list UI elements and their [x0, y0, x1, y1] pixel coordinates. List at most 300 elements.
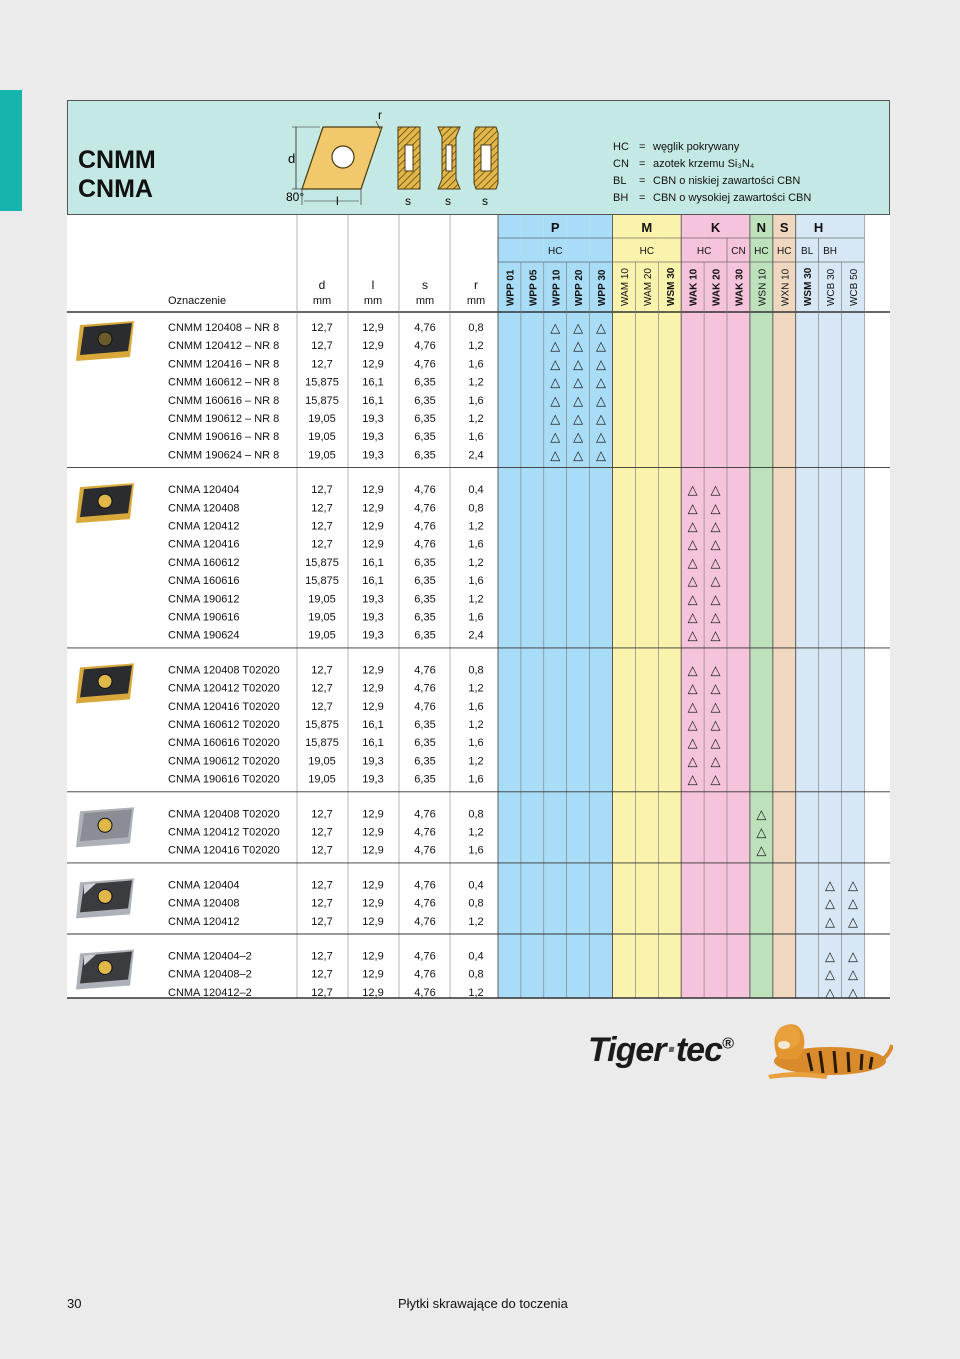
row-designation: CNMA 190616 T02020 — [168, 773, 280, 786]
row-value-r: 1,6 — [468, 737, 484, 750]
grade-column-band — [773, 215, 796, 998]
recommendation-mark: △ — [687, 554, 698, 570]
legend-key: BH — [613, 192, 629, 204]
recommendation-mark: △ — [847, 948, 858, 964]
recommendation-mark: △ — [573, 429, 584, 445]
recommendation-mark: △ — [710, 717, 721, 732]
insert-photo-cnma-black-gold — [76, 483, 134, 523]
row-value-d: 19,05 — [308, 755, 336, 768]
grade-label: WPP 10 — [551, 269, 563, 306]
row-designation: CNMM 120416 – NR 8 — [168, 358, 280, 371]
row-value-s: 6,35 — [414, 629, 436, 642]
recommendation-mark: △ — [687, 662, 698, 678]
row-value-r: 0,4 — [468, 950, 484, 963]
row-value-l: 16,1 — [362, 737, 384, 750]
recommendation-mark: △ — [710, 627, 721, 643]
row-value-d: 19,05 — [308, 773, 336, 786]
material-group-label: BH — [823, 246, 838, 257]
row-value-l: 12,9 — [362, 879, 384, 892]
recommendation-mark: △ — [550, 411, 561, 426]
row-value-d: 19,05 — [308, 611, 336, 624]
iso-group-label: S — [779, 220, 789, 235]
row-designation: CNMA 160616 T02020 — [168, 737, 280, 750]
row-designation: CNMM 190612 – NR 8 — [168, 413, 280, 425]
recommendation-mark: △ — [825, 984, 836, 1000]
diagram-label-d: d — [288, 151, 296, 166]
grade-label: WAK 30 — [734, 268, 746, 306]
row-value-r: 0,8 — [468, 897, 484, 910]
row-value-s: 4,76 — [414, 664, 436, 677]
legend-key: BL — [613, 175, 627, 187]
recommendation-mark: △ — [825, 966, 836, 982]
title-cnma: CNMA — [78, 175, 153, 203]
row-designation: CNMM 190616 – NR 8 — [168, 431, 280, 444]
recommendation-mark: △ — [573, 447, 584, 463]
row-value-l: 12,9 — [362, 502, 384, 515]
row-designation: CNMA 120412 T02020 — [168, 826, 280, 839]
recommendation-mark: △ — [596, 447, 607, 463]
recommendation-mark: △ — [687, 717, 698, 732]
grade-label: WPP 01 — [505, 269, 517, 306]
row-value-r: 1,6 — [468, 394, 484, 407]
grade-label: WAM 20 — [642, 268, 654, 306]
recommendation-mark: △ — [573, 411, 584, 426]
row-value-s: 4,76 — [414, 502, 436, 515]
row-value-r: 1,2 — [468, 556, 484, 569]
row-value-l: 12,9 — [362, 844, 384, 857]
row-value-s: 6,35 — [414, 556, 436, 569]
row-value-d: 19,05 — [308, 629, 336, 642]
row-value-d: 19,05 — [308, 431, 336, 444]
row-value-r: 0,8 — [468, 502, 484, 515]
row-value-s: 6,35 — [414, 755, 436, 768]
grade-label: WAK 10 — [688, 268, 700, 306]
row-value-l: 12,9 — [362, 808, 384, 821]
grade-column-band — [658, 215, 681, 998]
row-value-l: 12,9 — [362, 484, 384, 497]
recommendation-mark: △ — [687, 573, 698, 589]
row-value-r: 1,2 — [468, 593, 484, 606]
row-value-r: 0,8 — [468, 664, 484, 677]
row-value-d: 12,7 — [311, 322, 333, 334]
row-value-r: 1,2 — [468, 520, 484, 533]
row-value-l: 12,9 — [362, 950, 384, 963]
diagram-label-s1: s — [405, 194, 411, 208]
iso-group-label: H — [813, 220, 824, 235]
recommendation-mark: △ — [825, 913, 836, 929]
grade-column-band — [750, 215, 773, 998]
row-value-l: 16,1 — [362, 575, 384, 588]
row-value-s: 6,35 — [414, 773, 436, 786]
recommendation-mark: △ — [687, 591, 698, 607]
row-value-d: 12,7 — [311, 700, 333, 713]
row-value-s: 4,76 — [414, 358, 436, 371]
row-value-l: 12,9 — [362, 826, 384, 839]
legend-key: CN — [613, 158, 629, 170]
recommendation-mark: △ — [596, 338, 607, 354]
iso-group-label: K — [710, 220, 721, 235]
row-value-s: 4,76 — [414, 879, 436, 892]
dimension-unit: mm — [466, 295, 486, 307]
dimension-unit: mm — [415, 295, 435, 307]
row-value-l: 12,9 — [362, 915, 384, 928]
grade-column-band — [681, 215, 704, 998]
insert-photo-cnma-black-gold-chamfer — [76, 663, 134, 703]
row-value-s: 4,76 — [414, 484, 436, 497]
iso-group-label: N — [756, 220, 767, 235]
row-value-r: 1,2 — [468, 340, 484, 353]
grade-label: WPP 05 — [528, 269, 540, 306]
row-value-d: 12,7 — [311, 950, 333, 963]
recommendation-mark: △ — [710, 735, 721, 751]
recommendation-mark: △ — [550, 320, 561, 335]
row-value-d: 12,7 — [311, 808, 333, 821]
recommendation-mark: △ — [687, 627, 698, 643]
row-value-s: 6,35 — [414, 737, 436, 750]
recommendation-mark: △ — [596, 429, 607, 445]
row-value-d: 12,7 — [311, 340, 333, 353]
row-value-r: 1,2 — [468, 915, 484, 928]
row-value-d: 19,05 — [308, 593, 336, 606]
recommendation-mark: △ — [710, 500, 721, 516]
row-designation: CNMM 120408 – NR 8 — [168, 322, 280, 334]
recommendation-mark: △ — [756, 806, 767, 822]
footer-caption: Płytki skrawające do toczenia — [398, 1296, 568, 1311]
row-designation: CNMA 160612 T02020 — [168, 719, 280, 731]
tiger-illustration — [748, 1015, 893, 1083]
recommendation-mark: △ — [550, 338, 561, 354]
grade-column-band — [613, 215, 636, 998]
row-value-l: 12,9 — [362, 664, 384, 677]
row-value-l: 19,3 — [362, 611, 384, 624]
row-value-d: 19,05 — [308, 449, 336, 462]
title-cnmm: CNMM — [78, 146, 156, 174]
row-designation: CNMA 160616 — [168, 575, 240, 588]
recommendation-mark: △ — [596, 356, 607, 372]
row-value-s: 6,35 — [414, 394, 436, 407]
row-value-s: 4,76 — [414, 700, 436, 713]
row-value-d: 12,7 — [311, 986, 333, 999]
row-value-l: 12,9 — [362, 520, 384, 533]
recommendation-mark: △ — [687, 698, 698, 714]
recommendation-mark: △ — [825, 948, 836, 964]
dimension-unit: mm — [312, 295, 332, 307]
row-value-r: 1,6 — [468, 844, 484, 857]
row-value-d: 12,7 — [311, 879, 333, 892]
row-designation: CNMA 120412 — [168, 915, 240, 928]
grade-label: WPP 20 — [574, 269, 586, 306]
recommendation-mark: △ — [573, 374, 584, 390]
row-value-d: 15,875 — [305, 556, 339, 569]
grade-label: WAM 10 — [619, 268, 631, 306]
grade-label: WCB 50 — [848, 268, 860, 306]
grade-label: WSN 10 — [757, 268, 769, 306]
row-designation: CNMA 120408 — [168, 502, 240, 515]
dimension-symbol: d — [318, 278, 326, 292]
row-designation: CNMA 120408 — [168, 897, 240, 910]
recommendation-mark: △ — [710, 482, 721, 498]
grade-label: WSM 30 — [803, 267, 815, 306]
row-value-s: 6,35 — [414, 719, 436, 731]
row-value-d: 15,875 — [305, 719, 339, 731]
logo-dot: · — [665, 1031, 676, 1069]
row-value-d: 12,7 — [311, 968, 333, 981]
grade-column-band — [521, 215, 544, 998]
insert-photo-cnma-cbn-dark — [76, 950, 134, 990]
recommendation-mark: △ — [710, 554, 721, 570]
recommendation-mark: △ — [847, 966, 858, 982]
legend-desc: CBN o wysokiej zawartości CBN — [653, 192, 812, 204]
row-designation: CNMA 190612 — [168, 593, 240, 606]
recommendation-mark: △ — [710, 753, 721, 769]
row-value-s: 6,35 — [414, 593, 436, 606]
grade-column-band — [796, 215, 819, 998]
recommendation-mark: △ — [550, 374, 561, 390]
logo-text-tiger: Tiger — [588, 1031, 666, 1069]
legend-key: HC — [613, 141, 629, 153]
material-group-label: CN — [731, 246, 746, 257]
row-designation: CNMA 190624 — [168, 629, 240, 642]
designation-header: Oznaczenie — [168, 295, 227, 307]
row-designation: CNMM 160616 – NR 8 — [168, 394, 280, 407]
row-value-s: 6,35 — [414, 376, 436, 389]
row-value-d: 15,875 — [305, 394, 339, 407]
row-value-l: 12,9 — [362, 968, 384, 981]
row-value-d: 12,7 — [311, 520, 333, 533]
row-value-d: 12,7 — [311, 897, 333, 910]
legend-desc: węglik pokrywany — [653, 141, 740, 153]
recommendation-mark: △ — [710, 680, 721, 696]
row-value-s: 6,35 — [414, 449, 436, 462]
row-value-l: 12,9 — [362, 682, 384, 695]
row-value-r: 1,6 — [468, 431, 484, 444]
recommendation-mark: △ — [550, 429, 561, 445]
recommendation-mark: △ — [847, 895, 858, 911]
row-value-r: 0,4 — [468, 484, 484, 497]
row-value-s: 4,76 — [414, 986, 436, 999]
grade-column-band — [498, 215, 521, 998]
row-value-s: 4,76 — [414, 322, 436, 334]
row-value-d: 12,7 — [311, 664, 333, 677]
row-designation: CNMA 120404 — [168, 484, 240, 497]
row-designation: CNMM 160612 – NR 8 — [168, 376, 280, 389]
recommendation-mark: △ — [847, 984, 858, 1000]
row-designation: CNMA 120408 T02020 — [168, 808, 280, 821]
diagram-label-r: r — [378, 108, 382, 122]
grade-column-band — [635, 215, 658, 998]
row-value-d: 15,875 — [305, 376, 339, 389]
legend-eq: = — [639, 175, 646, 187]
row-designation: CNMA 190612 T02020 — [168, 755, 280, 768]
recommendation-mark: △ — [573, 338, 584, 354]
row-designation: CNMA 120412–2 — [168, 986, 252, 999]
row-designation: CNMA 120412 T02020 — [168, 682, 280, 695]
row-value-r: 1,2 — [468, 682, 484, 695]
row-designation: CNMA 120404 — [168, 879, 240, 892]
row-value-s: 4,76 — [414, 538, 436, 551]
diagram-label-s2: s — [445, 194, 451, 208]
recommendation-mark: △ — [596, 411, 607, 426]
iso-group-label: P — [550, 220, 560, 235]
row-value-r: 1,6 — [468, 611, 484, 624]
row-value-d: 12,7 — [311, 915, 333, 928]
dimension-unit: mm — [363, 295, 383, 307]
row-value-s: 4,76 — [414, 950, 436, 963]
recommendation-mark: △ — [825, 895, 836, 911]
legend-desc: azotek krzemu Si₃N₄ — [653, 158, 755, 170]
recommendation-mark: △ — [573, 356, 584, 372]
recommendation-mark: △ — [847, 913, 858, 929]
legend-eq: = — [639, 192, 646, 204]
row-value-d: 12,7 — [311, 844, 333, 857]
row-designation: CNMA 120404–2 — [168, 950, 252, 963]
material-group-label: HC — [696, 246, 712, 257]
row-value-s: 4,76 — [414, 826, 436, 839]
row-value-r: 1,2 — [468, 719, 484, 731]
row-value-l: 12,9 — [362, 358, 384, 371]
row-value-s: 4,76 — [414, 968, 436, 981]
row-value-r: 1,2 — [468, 826, 484, 839]
grade-label: WCB 30 — [826, 268, 838, 306]
grade-label: WAK 20 — [711, 268, 723, 306]
recommendation-mark: △ — [756, 842, 767, 858]
recommendation-mark: △ — [687, 680, 698, 696]
row-value-l: 12,9 — [362, 986, 384, 999]
recommendation-mark: △ — [687, 518, 698, 534]
row-designation: CNMA 120408 T02020 — [168, 664, 280, 677]
recommendation-mark: △ — [687, 753, 698, 769]
diagram-label-s3: s — [482, 194, 488, 208]
legend-desc: CBN o niskiej zawartości CBN — [653, 175, 801, 187]
grade-column-band — [704, 215, 727, 998]
row-value-s: 6,35 — [414, 611, 436, 624]
row-value-r: 1,2 — [468, 413, 484, 425]
row-value-l: 19,3 — [362, 773, 384, 786]
row-value-s: 4,76 — [414, 808, 436, 821]
row-value-r: 1,6 — [468, 773, 484, 786]
row-value-l: 16,1 — [362, 394, 384, 407]
row-value-s: 6,35 — [414, 431, 436, 444]
row-value-r: 1,2 — [468, 376, 484, 389]
recommendation-mark: △ — [756, 824, 767, 840]
row-value-l: 19,3 — [362, 629, 384, 642]
material-group-label: HC — [639, 246, 655, 257]
row-value-r: 2,4 — [468, 449, 484, 462]
recommendation-mark: △ — [596, 392, 607, 408]
row-value-l: 12,9 — [362, 538, 384, 551]
material-group-label: HC — [548, 246, 563, 257]
iso-group-label: M — [641, 220, 653, 235]
row-value-s: 4,76 — [414, 682, 436, 695]
row-value-l: 12,9 — [362, 897, 384, 910]
grade-label: WXN 10 — [780, 268, 792, 306]
recommendation-mark: △ — [550, 392, 561, 408]
recommendation-mark: △ — [596, 374, 607, 390]
diagram-label-angle: 80° — [286, 190, 305, 204]
grade-label: WPP 30 — [597, 269, 609, 306]
row-value-s: 4,76 — [414, 520, 436, 533]
recommendation-mark: △ — [550, 356, 561, 372]
row-designation: CNMA 120416 — [168, 538, 240, 551]
recommendation-mark: △ — [550, 447, 561, 463]
row-value-r: 0,4 — [468, 879, 484, 892]
row-value-l: 12,9 — [362, 322, 384, 334]
insert-photo-cnma-cbn-light — [76, 878, 134, 918]
row-value-r: 1,6 — [468, 538, 484, 551]
recommendation-mark: △ — [596, 320, 607, 335]
insert-photo-cnma-grey-ceramic — [76, 807, 134, 847]
recommendation-mark: △ — [573, 320, 584, 335]
row-designation: CNMA 120416 T02020 — [168, 700, 280, 713]
row-value-l: 12,9 — [362, 340, 384, 353]
row-value-r: 1,2 — [468, 755, 484, 768]
row-value-r: 0,8 — [468, 968, 484, 981]
recommendation-mark: △ — [710, 591, 721, 607]
row-value-l: 16,1 — [362, 556, 384, 569]
logo-text-tec: tec — [675, 1031, 722, 1069]
row-value-s: 4,76 — [414, 897, 436, 910]
row-designation: CNMM 190624 – NR 8 — [168, 449, 280, 462]
row-value-l: 19,3 — [362, 593, 384, 606]
legend-eq: = — [639, 141, 646, 153]
recommendation-mark: △ — [710, 771, 721, 787]
page-number: 30 — [67, 1296, 82, 1311]
recommendation-mark: △ — [687, 735, 698, 751]
recommendation-mark: △ — [687, 482, 698, 498]
row-value-d: 12,7 — [311, 502, 333, 515]
row-value-d: 12,7 — [311, 538, 333, 551]
material-group-label: HC — [754, 246, 769, 257]
row-designation: CNMM 120412 – NR 8 — [168, 340, 280, 353]
row-designation: CNMA 120416 T02020 — [168, 844, 280, 857]
row-value-r: 1,6 — [468, 358, 484, 371]
row-value-s: 4,76 — [414, 844, 436, 857]
row-value-l: 19,3 — [362, 431, 384, 444]
row-value-d: 12,7 — [311, 682, 333, 695]
row-designation: CNMA 160612 — [168, 556, 240, 569]
row-value-l: 19,3 — [362, 755, 384, 768]
diagram-label-l: l — [336, 194, 339, 208]
insert-photo-cnmm-black-gold — [76, 321, 134, 361]
recommendation-mark: △ — [710, 536, 721, 552]
dimension-symbol: s — [422, 278, 428, 292]
recommendation-mark: △ — [710, 573, 721, 589]
recommendation-mark: △ — [710, 609, 721, 625]
row-value-d: 12,7 — [311, 826, 333, 839]
row-value-r: 2,4 — [468, 629, 484, 642]
material-group-label: BL — [801, 246, 814, 257]
recommendation-mark: △ — [573, 392, 584, 408]
row-designation: CNMA 120412 — [168, 520, 240, 533]
row-value-s: 4,76 — [414, 340, 436, 353]
recommendation-mark: △ — [687, 771, 698, 787]
recommendation-mark: △ — [710, 662, 721, 678]
recommendation-mark: △ — [710, 518, 721, 534]
row-designation: CNMA 190616 — [168, 611, 240, 624]
row-value-r: 0,8 — [468, 322, 484, 334]
grade-column-band — [727, 215, 750, 998]
legend-eq: = — [639, 158, 646, 170]
row-value-r: 1,6 — [468, 700, 484, 713]
recommendation-mark: △ — [825, 877, 836, 893]
recommendation-mark: △ — [687, 500, 698, 516]
row-value-l: 19,3 — [362, 449, 384, 462]
dimension-symbol: l — [371, 278, 375, 292]
row-value-r: 1,6 — [468, 575, 484, 588]
row-value-s: 4,76 — [414, 915, 436, 928]
row-value-d: 12,7 — [311, 484, 333, 497]
grade-label: WSM 30 — [665, 267, 677, 306]
